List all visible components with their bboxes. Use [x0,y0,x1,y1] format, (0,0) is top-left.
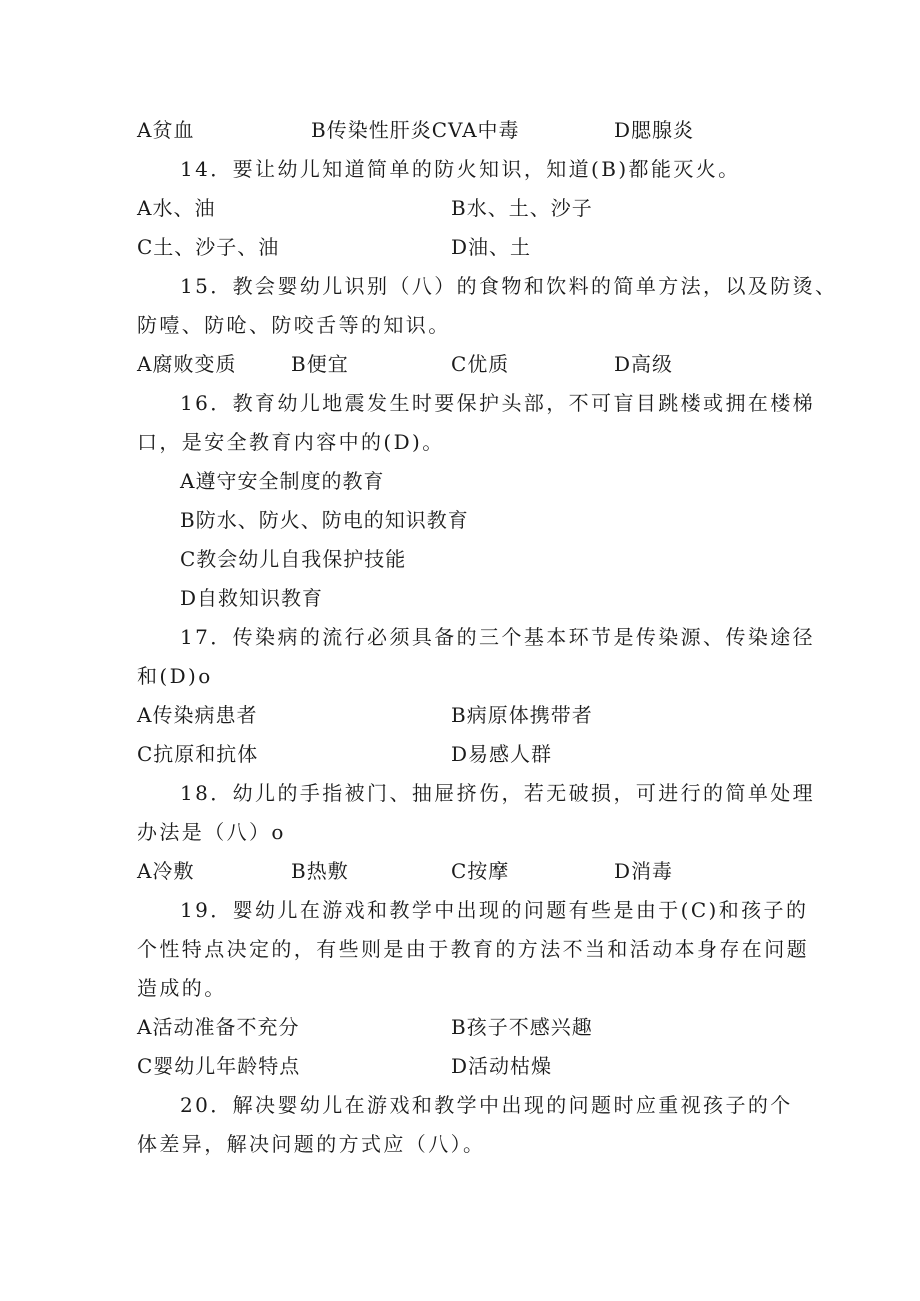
q13-option-a: A贫血 [137,118,195,142]
q14-option-b: B水、土、沙子 [451,196,593,220]
q16-stem-line-2: 口，是安全教育内容中的(D)。 [137,430,445,454]
q19-option-c: C婴幼儿年龄特点 [137,1054,301,1078]
q16-option-c: C教会幼儿自我保护技能 [180,547,407,571]
q13-option-d: D腮腺炎 [614,118,695,142]
q17-option-a: A传染病患者 [137,703,258,727]
q14-option-a: A水、油 [137,196,216,220]
q18-option-a: A冷敷 [137,859,195,883]
q19-option-d: D活动枯燥 [451,1054,553,1078]
q20-stem-line-1: 20．解决婴幼儿在游戏和教学中出现的问题时应重视孩子的个 [180,1093,793,1117]
q16-option-b: B防水、防火、防电的知识教育 [180,508,469,532]
q13-option-bc: B传染性肝炎CVA中毒 [311,118,520,142]
q15-option-a: A腐败变质 [137,352,237,376]
q18-option-c: C按摩 [451,859,510,883]
q16-option-d: D自救知识教育 [180,586,324,610]
q17-stem-line-2: 和(D)o [137,664,213,688]
q15-stem-line-2: 防噎、防呛、防咬舌等的知识。 [137,313,451,337]
q14-option-d: D油、土 [451,235,532,259]
q18-stem-line-1: 18．幼儿的手指被门、抽屉挤伤，若无破损，可进行的简单处理 [180,781,816,805]
q17-option-c: C抗原和抗体 [137,742,259,766]
q15-stem-line-1: 15．教会婴幼儿识别（八）的食物和饮料的简单方法，以及防烫、 [180,274,838,298]
q15-option-c: C优质 [451,352,510,376]
q14-option-c: C土、沙子、油 [137,235,280,259]
q16-option-a: A遵守安全制度的教育 [180,469,385,493]
q17-option-b: B病原体携带者 [451,703,593,727]
q18-option-b: B热敷 [291,859,349,883]
q20-stem-line-2: 体差异，解决问题的方式应（八）。 [137,1132,486,1156]
q17-stem-line-1: 17．传染病的流行必须具备的三个基本环节是传染源、传染途径 [180,625,816,649]
q19-stem-line-2: 个性特点决定的，有些则是由于教育的方法不当和活动本身存在问题 [137,937,809,961]
q17-option-d: D易感人群 [451,742,553,766]
q15-option-b: B便宜 [291,352,349,376]
q18-stem-line-2: 办法是（八）o [137,820,286,844]
q19-stem-line-3: 造成的。 [137,976,227,1000]
q19-option-b: B孩子不感兴趣 [451,1015,593,1039]
q16-stem-line-1: 16．教育幼儿地震发生时要保护头部，不可盲目跳楼或拥在楼梯 [180,391,816,415]
q18-option-d: D消毒 [614,859,674,883]
q19-option-a: A活动准备不充分 [137,1015,300,1039]
q15-option-d: D高级 [614,352,674,376]
q14-stem: 14．要让幼儿知道简单的防火知识，知道(B)都能灭火。 [180,157,741,181]
q19-stem-line-1: 19．婴幼儿在游戏和教学中出现的问题有些是由于(C)和孩子的 [180,898,809,922]
